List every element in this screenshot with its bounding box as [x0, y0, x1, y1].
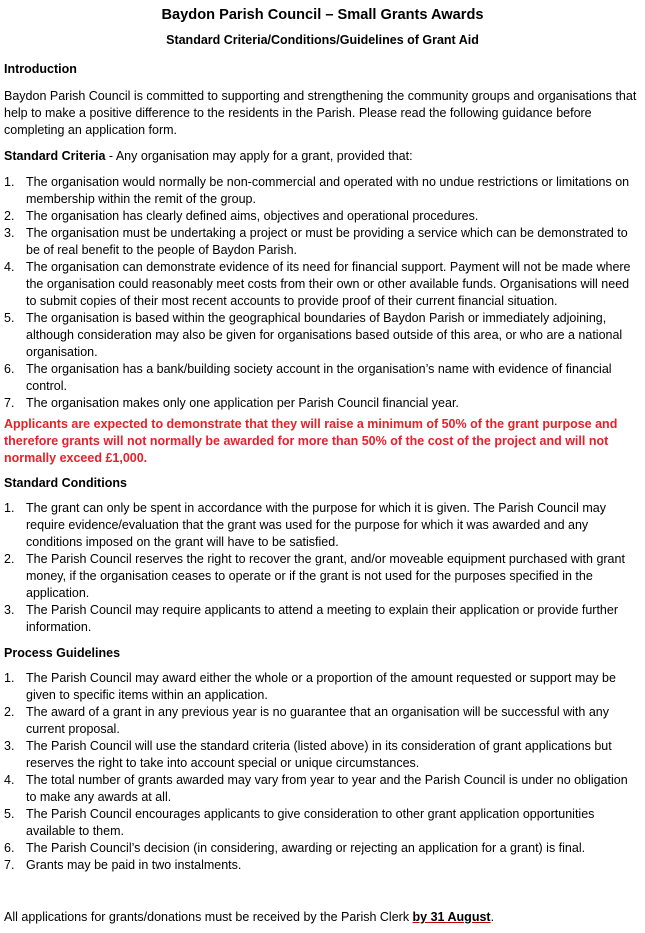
- criteria-intro: [4, 148, 641, 165]
- document-title: Baydon Parish Council – Small Grants Awards: [161, 7, 484, 23]
- conditions-item: 2. The Parish Council reserves the right to recover the grant, and/or moveable equipment purchased with grant money, if the organisation ceases to operate or if the grant is not used for the purposes specified in the application.: [4, 552, 625, 600]
- conditions-item: 1. The grant can only be spent in accordance with the purpose for which it is given. The Parish Council may require evidence/evaluation that the grant was used for the purpose for which it was awarded and any conditions imposed on the grant will have to be satisfied.: [4, 501, 606, 549]
- guidelines-item: 3. The Parish Council will use the standard criteria (listed above) in its consideration of grant applications but reserves the right to take into account special or unique circumstances.: [4, 739, 612, 770]
- conditions-item: 3. The Parish Council may require applicants to attend a meeting to explain their application or provide further information.: [4, 603, 618, 634]
- introduction-heading: Introduction: [4, 62, 77, 76]
- guidelines-item: 6. The Parish Council’s decision (in considering, awarding or rejecting an application for a grant) is final.: [4, 841, 586, 855]
- criteria-item: 7. The organisation makes only one application per Parish Council financial year.: [4, 396, 459, 410]
- guidelines-item: 4. The total number of grants awarded may vary from year to year and the Parish Council is under no obligation to make any awards at all.: [4, 773, 628, 804]
- criteria-list: [4, 174, 641, 412]
- criteria-item: 4. The organisation can demonstrate evidence of its need for financial support. Payment will not be made where the organisation could reasonably meet costs from their own or other available funds. Organisations will need to submit copies of their most recent accounts to provide proof of their current financial situation.: [4, 260, 631, 308]
- document-subtitle: Standard Criteria/Conditions/Guidelines of Grant Aid: [166, 33, 479, 47]
- criteria-item: 2. The organisation has clearly defined aims, objectives and operational procedures.: [4, 209, 479, 223]
- guidelines-heading: Process Guidelines: [4, 646, 121, 660]
- guidelines-item: 2. The award of a grant in any previous year is no guarantee that an organisation will be successful with any current proposal.: [4, 705, 609, 736]
- deadline-statement: All applications for grants/donations must be received by the Parish Clerk by 31 August.: [4, 910, 495, 924]
- document-page: [0, 6, 645, 926]
- guidelines-item: 7. Grants may be paid in two instalments.: [4, 858, 242, 872]
- conditions-heading: Standard Conditions: [4, 476, 127, 490]
- guidelines-list: [4, 670, 641, 874]
- criteria-item: 1. The organisation would normally be non-commercial and operated with no undue restrictions or limitations on membership within the remit of the group.: [4, 175, 630, 206]
- guidelines-item: 5. The Parish Council encourages applicants to give consideration to other grant application opportunities available to them.: [4, 807, 595, 838]
- deadline-date: by 31 August: [412, 910, 491, 924]
- criteria-lead: - Any organisation may apply for a grant, provided that:: [105, 149, 413, 163]
- conditions-list: [4, 500, 641, 636]
- criteria-item: 6. The organisation has a bank/building society account in the organisation’s name with evidence of financial control.: [4, 362, 612, 393]
- guidelines-item: 1. The Parish Council may award either the whole or a proportion of the amount requested or support may be given to specific items within an application.: [4, 671, 616, 702]
- funding-notice: Applicants are expected to demonstrate that they will raise a minimum of 50% of the grant purpose and therefore grants will not normally be awarded for more than 50% of the cost of the project and will not normally exceed £1,000.: [4, 417, 618, 465]
- introduction-text: Baydon Parish Council is committed to supporting and strengthening the community groups and organisations that help to make a positive difference to the residents in the Parish. Please read the following guidance before completing an application form.: [4, 89, 637, 137]
- criteria-item: 3. The organisation must be undertaking a project or must be providing a service which can be demonstrated to be of real benefit to the people of Baydon Parish.: [4, 226, 628, 257]
- criteria-item: 5. The organisation is based within the geographical boundaries of Baydon Parish or immediately adjoining, although consideration may also be given for organisations based outside of this area, or who are a national organisation.: [4, 311, 623, 359]
- criteria-heading: Standard Criteria: [4, 149, 106, 163]
